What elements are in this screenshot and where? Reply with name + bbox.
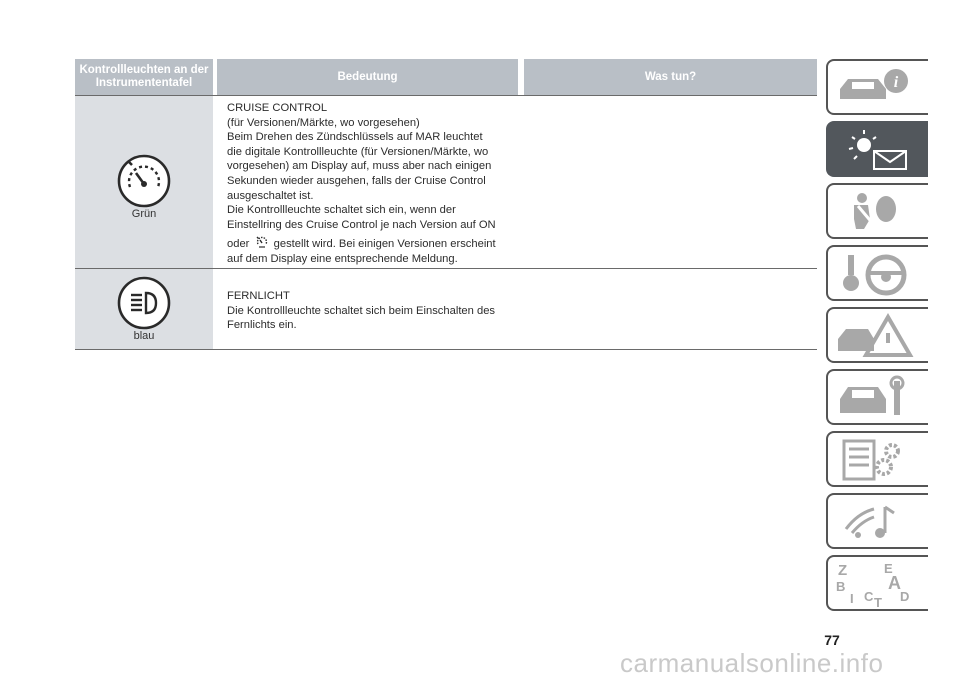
header-what-to-do xyxy=(524,59,817,95)
icon-cell-highbeam xyxy=(75,269,213,349)
emergency-triangle-icon xyxy=(834,313,924,359)
index-letter: T xyxy=(874,595,882,607)
description-cruise xyxy=(227,101,517,267)
tab-multimedia[interactable] xyxy=(826,493,928,549)
icon-cell-cruise xyxy=(75,96,213,268)
cruise-control-inline-icon xyxy=(255,235,269,249)
text-line: ausgeschaltet ist. xyxy=(227,189,314,202)
index-letter: B xyxy=(836,579,846,594)
text-line: die digitale Kontrollleuchte (für Versionen/Märkte, wo xyxy=(227,145,489,158)
inline-text: oder xyxy=(227,238,250,251)
svg-text:i: i xyxy=(893,74,899,91)
tab-warning-lights[interactable] xyxy=(826,121,928,177)
inline-text: gestellt wird. Bei einigen Versionen erscheint xyxy=(273,238,496,251)
table-divider xyxy=(75,349,817,350)
tab-maintenance[interactable] xyxy=(826,369,928,425)
header-meaning xyxy=(217,59,518,95)
index-letter: C xyxy=(864,589,874,604)
text-line: (für Versionen/Märkte, wo vorgesehen) xyxy=(227,116,420,129)
steering-key-icon xyxy=(834,251,924,297)
tab-safety[interactable] xyxy=(826,183,928,239)
text-line: auf dem Display eine entsprechende Meldung. xyxy=(227,252,458,265)
text-line xyxy=(227,235,517,252)
index-letter: A xyxy=(888,573,901,593)
text-line: Beim Drehen des Zündschlüssels auf MAR leuchtet xyxy=(227,131,483,144)
text-line: CRUISE CONTROL xyxy=(227,102,328,114)
header-label: Was tun? xyxy=(644,70,697,83)
safety-airbag-icon xyxy=(834,189,924,235)
tab-index[interactable] xyxy=(826,555,928,611)
text-line: Fernlichts ein. xyxy=(227,319,297,332)
text-line: FERNLICHT xyxy=(227,290,290,302)
description-highbeam xyxy=(227,289,517,333)
watermark: carmanualsonline.info xyxy=(620,648,884,678)
color-label: Grün xyxy=(131,208,157,220)
technical-data-icon xyxy=(834,437,924,483)
color-label: blau xyxy=(133,330,155,342)
header-warning-lights xyxy=(75,59,213,95)
text-line: Einstellring des Cruise Control je nach Version auf ON xyxy=(227,218,496,231)
text-line: vorgesehen) am Display auf, muss aber nach einigen xyxy=(227,160,492,173)
tab-emergency[interactable] xyxy=(826,307,928,363)
page-number: 77 xyxy=(824,632,840,648)
warning-light-message-icon xyxy=(834,127,924,173)
tab-technical-data[interactable] xyxy=(826,431,928,487)
index-letter: Z xyxy=(838,562,848,579)
high-beam-icon xyxy=(116,275,172,331)
index-letter: E xyxy=(884,561,893,576)
index-letters-icon xyxy=(834,561,924,607)
multimedia-icon xyxy=(834,499,924,545)
text-line: Sekunden wieder ausgehen, falls der Cruise Control xyxy=(227,174,486,187)
car-maintenance-icon xyxy=(834,375,924,421)
index-letter: I xyxy=(850,591,854,606)
tab-starting-driving[interactable] xyxy=(826,245,928,301)
text-line: Die Kontrollleuchte schaltet sich beim Einschalten des xyxy=(227,304,496,317)
tab-car-info[interactable] xyxy=(826,59,928,115)
car-info-icon xyxy=(834,65,924,111)
header-label: Bedeutung xyxy=(337,70,398,83)
index-letter: D xyxy=(900,589,910,604)
cruise-control-icon xyxy=(116,153,172,209)
header-label: Kontrollleuchten an der Instrumententafel xyxy=(79,64,209,89)
text-line: Die Kontrollleuchte schaltet sich ein, wenn der xyxy=(227,204,456,217)
